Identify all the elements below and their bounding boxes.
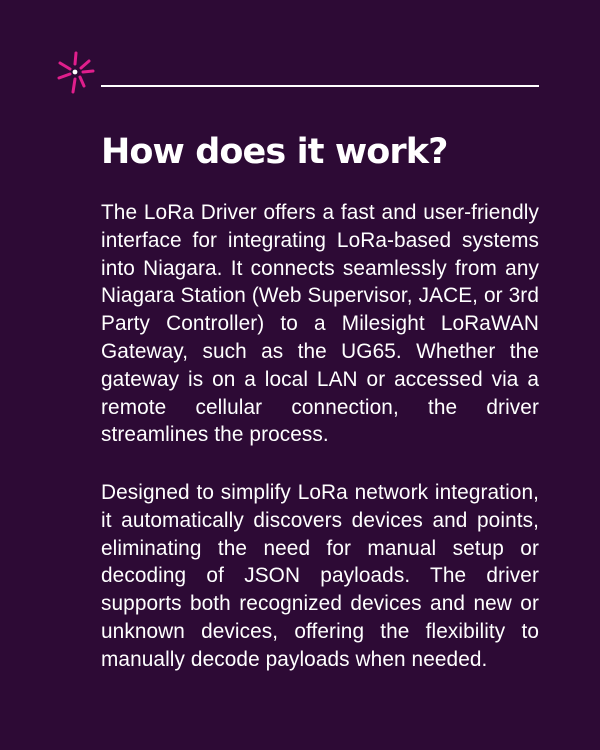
page-title: How does it work? [101, 132, 448, 172]
body-paragraph-2: Designed to simplify LoRa network integration, it automatically discovers devices and points, eliminating the need for manual setup or decoding of JSON payloads. The driver supports both recognized devices and new or unknown devices, offering the flexibility to manually decode payloads when needed. [101, 481, 539, 671]
divider-line [101, 85, 539, 87]
body-paragraph-1: The LoRa Driver offers a fast and user-friendly interface for integrating LoRa-based systems into Niagara. It connects seamlessly from any Niagara Station (Web Supervisor, JACE, or 3rd Party Controller) to a Milesight LoRaWAN Gateway, such as the UG65. Whether the gateway is on a local LAN or accessed via a remote cellular connection, the driver streamlines the process. [101, 201, 539, 447]
sparkle-burst-icon [55, 50, 95, 96]
